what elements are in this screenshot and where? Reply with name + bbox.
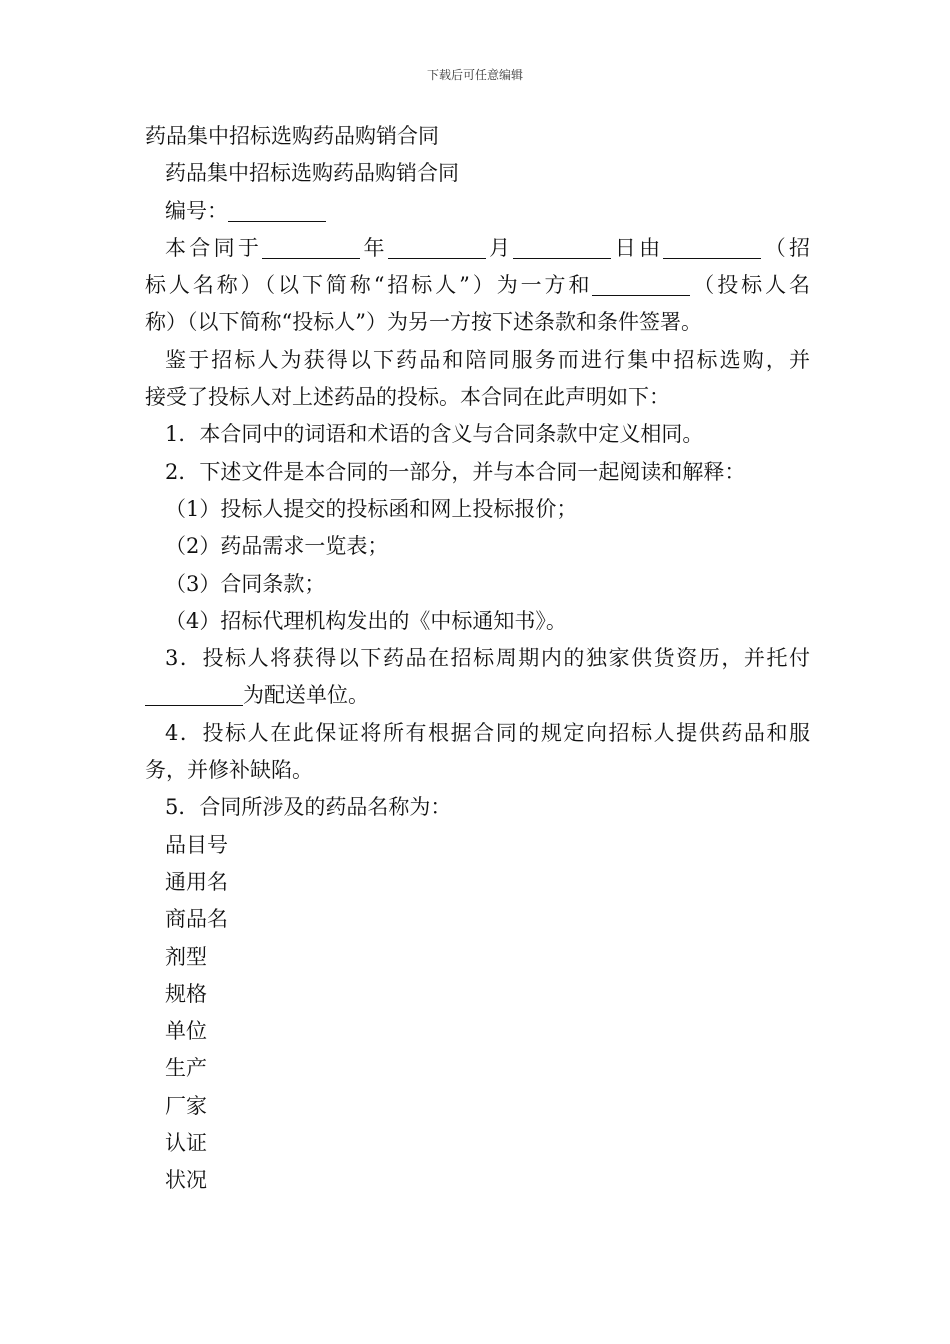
drug-field-list bbox=[145, 827, 810, 1200]
clause-3-text: 为配送单位。 bbox=[243, 683, 369, 708]
contract-number-blank bbox=[228, 199, 326, 222]
month-blank bbox=[388, 236, 486, 259]
contract-number-label: 编号： bbox=[165, 198, 228, 223]
drug-field: 生产 bbox=[165, 1056, 207, 1081]
intro-text: 本合同于 bbox=[165, 235, 263, 260]
intro-line-2 bbox=[145, 267, 810, 304]
header-note: 下载后可任意编辑 bbox=[426, 68, 523, 82]
document-subtitle: 药品集中招标选购药品购销合同 bbox=[165, 161, 459, 186]
drug-field: 厂家 bbox=[165, 1093, 207, 1118]
document-title: 药品集中招标选购药品购销合同 bbox=[145, 124, 439, 148]
clause-1: 1．本合同中的词语和术语的含义与合同条款中定义相同。 bbox=[165, 422, 704, 447]
intro-line-end: （招 bbox=[761, 235, 811, 260]
intro-text: 标人名称）（以下简称“招标人”）为一方和 bbox=[145, 273, 593, 298]
whereas-line-2: 接受了投标人对上述药品的投标。本合同在此声明如下： bbox=[145, 385, 670, 410]
drug-field: 品目号 bbox=[165, 832, 228, 857]
intro-month: 月 bbox=[485, 235, 514, 260]
year-blank bbox=[262, 236, 360, 259]
clause-5: 5．合同所涉及的药品名称为： bbox=[165, 795, 452, 820]
clause-2-item-2: （2）药品需求一览表； bbox=[165, 534, 389, 559]
tenderer-name-blank bbox=[663, 236, 761, 259]
clause-3-line-2 bbox=[145, 677, 810, 714]
clause-2-item-3: （3）合同条款； bbox=[165, 571, 326, 596]
intro-line-1 bbox=[145, 230, 810, 267]
clause-4-line-1: 4．投标人在此保证将所有根据合同的规定向招标人提供药品和服 bbox=[165, 720, 810, 745]
document-body bbox=[145, 118, 810, 1200]
drug-field: 状况 bbox=[165, 1168, 207, 1193]
day-blank bbox=[513, 236, 611, 259]
clause-3-line-1: 3．投标人将获得以下药品在招标周期内的独家供货资历，并托付 bbox=[165, 646, 810, 671]
intro-year: 年 bbox=[360, 235, 388, 260]
intro-line-3: 称）（以下简称“投标人”）为另一方按下述条款和条件签署。 bbox=[145, 310, 702, 335]
drug-field: 商品名 bbox=[165, 907, 228, 932]
clause-2-item-1: （1）投标人提交的投标函和网上投标报价； bbox=[165, 496, 578, 521]
clause-2: 2．下述文件是本合同的一部分，并与本合同一起阅读和解释： bbox=[165, 459, 746, 484]
whereas-line-1: 鉴于招标人为获得以下药品和陪同服务而进行集中招标选购，并 bbox=[165, 347, 810, 372]
intro-text: （投标人名 bbox=[690, 273, 810, 298]
bidder-name-blank bbox=[592, 273, 690, 296]
drug-field: 单位 bbox=[165, 1019, 207, 1044]
drug-field: 通用名 bbox=[165, 869, 228, 894]
delivery-unit-blank bbox=[145, 683, 243, 706]
drug-field: 剂型 bbox=[165, 944, 207, 969]
clause-4-line-2: 务，并修补缺陷。 bbox=[145, 758, 313, 783]
intro-day: 日由 bbox=[611, 235, 664, 260]
drug-field: 规格 bbox=[165, 981, 207, 1006]
contract-number-line bbox=[145, 193, 810, 230]
clause-2-item-4: （4）招标代理机构发出的《中标通知书》。 bbox=[165, 608, 567, 633]
drug-field: 认证 bbox=[165, 1131, 207, 1156]
